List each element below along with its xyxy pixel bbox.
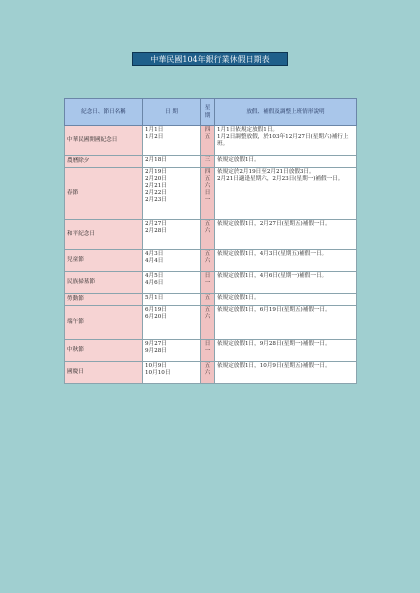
weekday-cell bbox=[201, 340, 215, 362]
weekday-cell bbox=[201, 272, 215, 294]
holiday-name-cell: 春節 bbox=[65, 168, 143, 220]
weekday-cell bbox=[201, 168, 215, 220]
table-row bbox=[65, 126, 357, 156]
weekday-text: 五六 bbox=[204, 363, 211, 376]
header-date: 日 期 bbox=[143, 99, 201, 126]
holiday-name-cell: 中華民國開國紀念日 bbox=[65, 126, 143, 156]
weekday-text: 日一 bbox=[204, 273, 211, 286]
weekday-text: 五六 bbox=[204, 251, 211, 264]
note-cell bbox=[215, 126, 357, 156]
date-cell bbox=[143, 250, 201, 272]
date-cell bbox=[143, 362, 201, 384]
weekday-cell bbox=[201, 220, 215, 250]
holiday-name-cell: 端午節 bbox=[65, 306, 143, 340]
note-line: 1月1日依規定放假1日。 bbox=[217, 127, 279, 133]
holiday-name-cell: 和平紀念日 bbox=[65, 220, 143, 250]
header-weekday: 星期 bbox=[201, 99, 215, 126]
weekday-text: 四五六日一 bbox=[204, 169, 211, 203]
header-note: 放假、補假及調整上班情形說明 bbox=[215, 99, 357, 126]
date-line: 6月20日 bbox=[145, 314, 167, 320]
table-row bbox=[65, 272, 357, 294]
date-cell bbox=[143, 168, 201, 220]
date-line: 2月21日 bbox=[145, 183, 167, 189]
weekday-cell bbox=[201, 250, 215, 272]
note-cell bbox=[215, 220, 357, 250]
note-line: 依規定放假1日，4月3日(星期五)補假一日。 bbox=[217, 251, 328, 257]
note-line: 依規定放假1日，9月28日(星期一)補假一日。 bbox=[217, 341, 331, 347]
note-cell bbox=[215, 362, 357, 384]
date-line: 9月28日 bbox=[145, 348, 167, 354]
note-line: 依規定放假1日。 bbox=[217, 157, 260, 163]
date-line: 1月2日 bbox=[145, 134, 164, 140]
date-line: 2月18日 bbox=[145, 157, 167, 163]
holiday-table bbox=[64, 98, 357, 384]
table-row bbox=[65, 220, 357, 250]
weekday-cell bbox=[201, 306, 215, 340]
weekday-text: 三 bbox=[204, 157, 211, 163]
note-cell bbox=[215, 156, 357, 168]
weekday-text: 日一 bbox=[204, 341, 211, 354]
note-line: 依規定放假1日，2月27日(星期五)補假一日。 bbox=[217, 221, 331, 227]
weekday-text: 五六 bbox=[204, 307, 211, 320]
weekday-text: 四五 bbox=[204, 127, 211, 140]
weekday-cell bbox=[201, 362, 215, 384]
note-line: 依規定放假1日，4月6日(星期一)補假一日。 bbox=[217, 273, 328, 279]
table-row bbox=[65, 294, 357, 306]
date-cell bbox=[143, 306, 201, 340]
holiday-name-cell: 農曆除夕 bbox=[65, 156, 143, 168]
date-cell bbox=[143, 156, 201, 168]
holiday-name-cell: 國慶日 bbox=[65, 362, 143, 384]
table-row bbox=[65, 156, 357, 168]
note-cell bbox=[215, 294, 357, 306]
date-line: 2月23日 bbox=[145, 197, 167, 203]
table-row bbox=[65, 362, 357, 384]
note-cell bbox=[215, 340, 357, 362]
page-title: 中華民國104年銀行業休假日期表 bbox=[132, 52, 288, 66]
date-line: 1月1日 bbox=[145, 127, 164, 133]
weekday-text: 五六 bbox=[204, 221, 211, 234]
table-row bbox=[65, 168, 357, 220]
holiday-name-cell: 中秋節 bbox=[65, 340, 143, 362]
note-line: 1月2日調整放假，於103年12月27日(星期六)補行上班。 bbox=[217, 134, 349, 147]
date-line: 2月19日 bbox=[145, 169, 167, 175]
note-line: 依規定放假1日，10月9日(星期五)補假一日。 bbox=[217, 363, 331, 369]
date-line: 2月22日 bbox=[145, 190, 167, 196]
weekday-text: 五 bbox=[204, 295, 211, 301]
weekday-cell bbox=[201, 156, 215, 168]
date-line: 6月19日 bbox=[145, 307, 167, 313]
date-line: 2月20日 bbox=[145, 176, 167, 182]
weekday-cell bbox=[201, 294, 215, 306]
date-line: 9月27日 bbox=[145, 341, 167, 347]
header-holiday-name: 紀念日、節日名稱 bbox=[65, 99, 143, 126]
note-line: 依規定放假1日，6月19日(星期五)補假一日。 bbox=[217, 307, 331, 313]
date-line: 10月10日 bbox=[145, 370, 171, 376]
date-line: 10月9日 bbox=[145, 363, 167, 369]
date-cell bbox=[143, 294, 201, 306]
note-cell bbox=[215, 306, 357, 340]
date-cell bbox=[143, 126, 201, 156]
date-line: 4月6日 bbox=[145, 280, 164, 286]
note-cell bbox=[215, 168, 357, 220]
date-line: 2月27日 bbox=[145, 221, 167, 227]
note-line: 依規定放假1日。 bbox=[217, 295, 260, 301]
note-cell bbox=[215, 250, 357, 272]
weekday-cell bbox=[201, 126, 215, 156]
holiday-name-cell: 民族掃墓節 bbox=[65, 272, 143, 294]
table-row bbox=[65, 250, 357, 272]
note-line: 依規定於2月19日至2月21日放假3日。 bbox=[217, 169, 315, 175]
note-cell bbox=[215, 272, 357, 294]
date-line: 2月28日 bbox=[145, 228, 167, 234]
holiday-name-cell: 勞動節 bbox=[65, 294, 143, 306]
date-line: 5月1日 bbox=[145, 295, 164, 301]
note-line: 2月21日適逢星期六，2月23日(星期一)補假一日。 bbox=[217, 176, 344, 182]
table-row bbox=[65, 306, 357, 340]
date-cell bbox=[143, 340, 201, 362]
date-cell bbox=[143, 272, 201, 294]
date-line: 4月3日 bbox=[145, 251, 164, 257]
date-line: 4月4日 bbox=[145, 258, 164, 264]
date-cell bbox=[143, 220, 201, 250]
table-row bbox=[65, 340, 357, 362]
holiday-table-body bbox=[65, 126, 357, 384]
table-header-row bbox=[65, 99, 357, 126]
holiday-name-cell: 兒童節 bbox=[65, 250, 143, 272]
date-line: 4月5日 bbox=[145, 273, 164, 279]
